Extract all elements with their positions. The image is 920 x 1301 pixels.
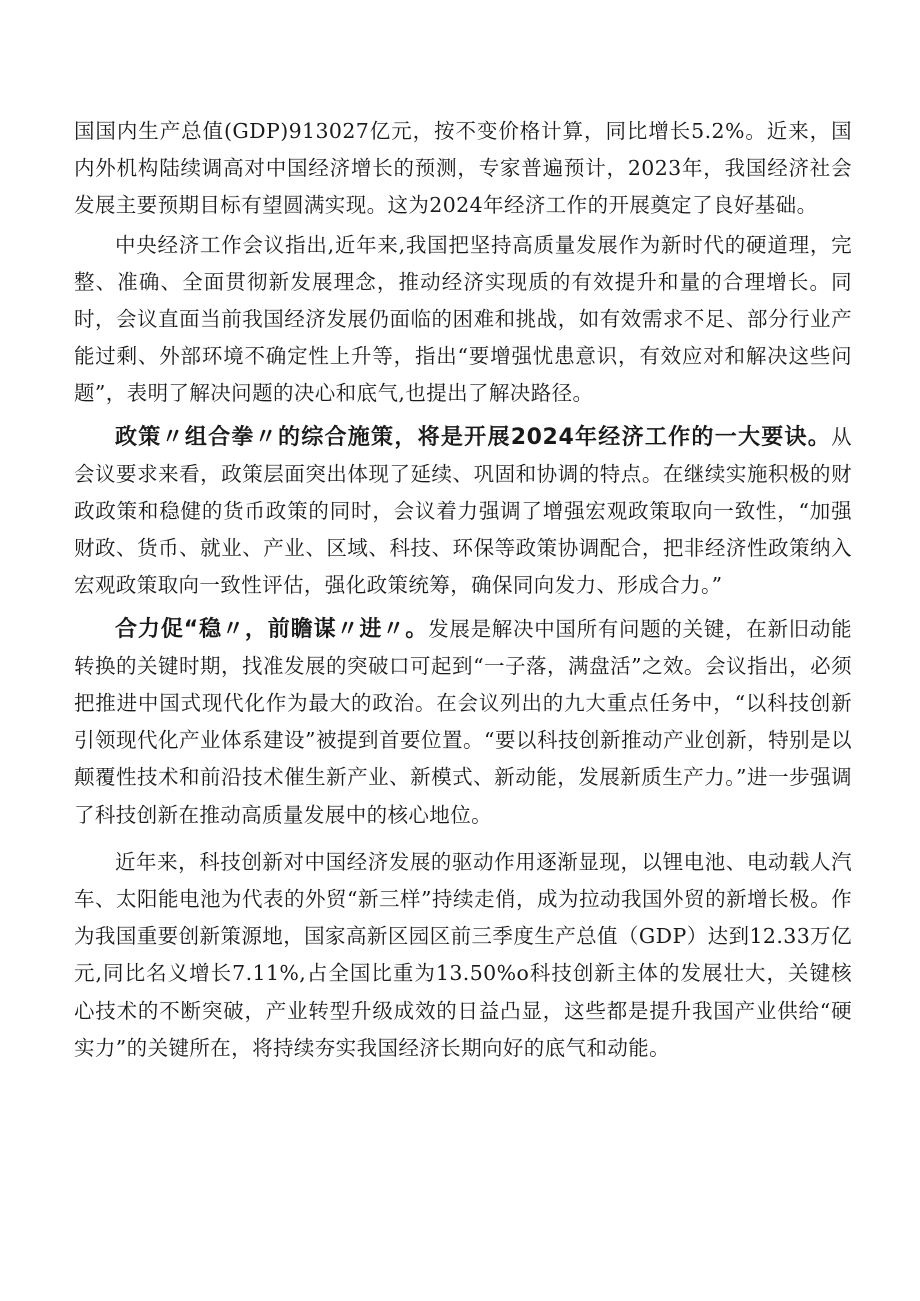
- paragraph-lead-heading: 政策〃组合拳〃的综合施策，将是开展2024年经济工作的一大要诀。: [115, 424, 832, 450]
- paragraph-body-text: 从会议要求来看，政策层面突出体现了延续、巩固和协调的特点。在继续实施积极的财政政策和稳健的货币政策的同时，会议着力强调了增强宏观政策取向一致性，“加强财政、货币、就业、产业、区域、科技、环保等政策协调配合，把非经济性政策纳入宏观政策取向一致性评估，强化政策统筹，确保同向发力、形成合力。”: [74, 424, 852, 598]
- paragraph-gdp-summary: 国国内生产总值(GDP)913027亿元，按不变价格计算，同比增长5.2%。近来，国内外机构陆续调高对中国经济增长的预测，专家普遍预计，2023年，我国经济社会发展主要预期目标有望圆满实现。这为2024年经济工作的开展奠定了良好基础。: [74, 119, 852, 218]
- paragraph-conference-findings: 中央经济工作会议指出,近年来,我国把坚持高质量发展作为新时代的硬道理，完整、准确、全面贯彻新发展理念，推动经济实现质的有效提升和量的合理增长。同时，会议直面当前我国经济发展仍面临的困难和挑战，如有效需求不足、部分行业产能过剩、外部环境不确定性上升等，指出“要增强忧患意识，有效应对和解决这些问题”，表明了解决问题的决心和底气,也提出了解决路径。: [74, 232, 852, 406]
- paragraph-body-text: 发展是解决中国所有问题的关键，在新旧动能转换的关键时期，找准发展的突破口可起到“一子落，满盘活”之效。会议指出，必须把推进中国式现代化作为最大的政治。在会议列出的九大重点任务中，“以科技创新引领现代化产业体系建设”被提到首要位置。“要以科技创新推动产业创新，特别是以颠覆性技术和前沿技术催生新产业、新模式、新动能，发展新质生产力。”进一步强调了科技创新在推动高质量发展中的核心地位。: [74, 616, 852, 827]
- paragraph-policy-combination: [74, 419, 852, 605]
- paragraph-stability-progress: [74, 611, 852, 834]
- paragraph-tech-innovation: 近年来，科技创新对中国经济发展的驱动作用逐渐显现，以锂电池、电动载人汽车、太阳能电池为代表的外贸“新三样”持续走俏，成为拉动我国外贸的新增长极。作为我国重要创新策源地，国家高新区园区前三季度生产总值（GDP）达到12.33万亿元,同比名义增长7.11%,占全国比重为13.50%o科技创新主体的发展壮大，关键核心技术的不断突破，产业转型升级成效的日益凸显，这些都是提升我国产业供给“硬实力”的关键所在，将持续夯实我国经济长期向好的底气和动能。: [74, 849, 852, 1060]
- document-body: [74, 113, 852, 1067]
- paragraph-lead-heading: 合力促“稳〃，前瞻谋〃进〃。: [115, 616, 429, 642]
